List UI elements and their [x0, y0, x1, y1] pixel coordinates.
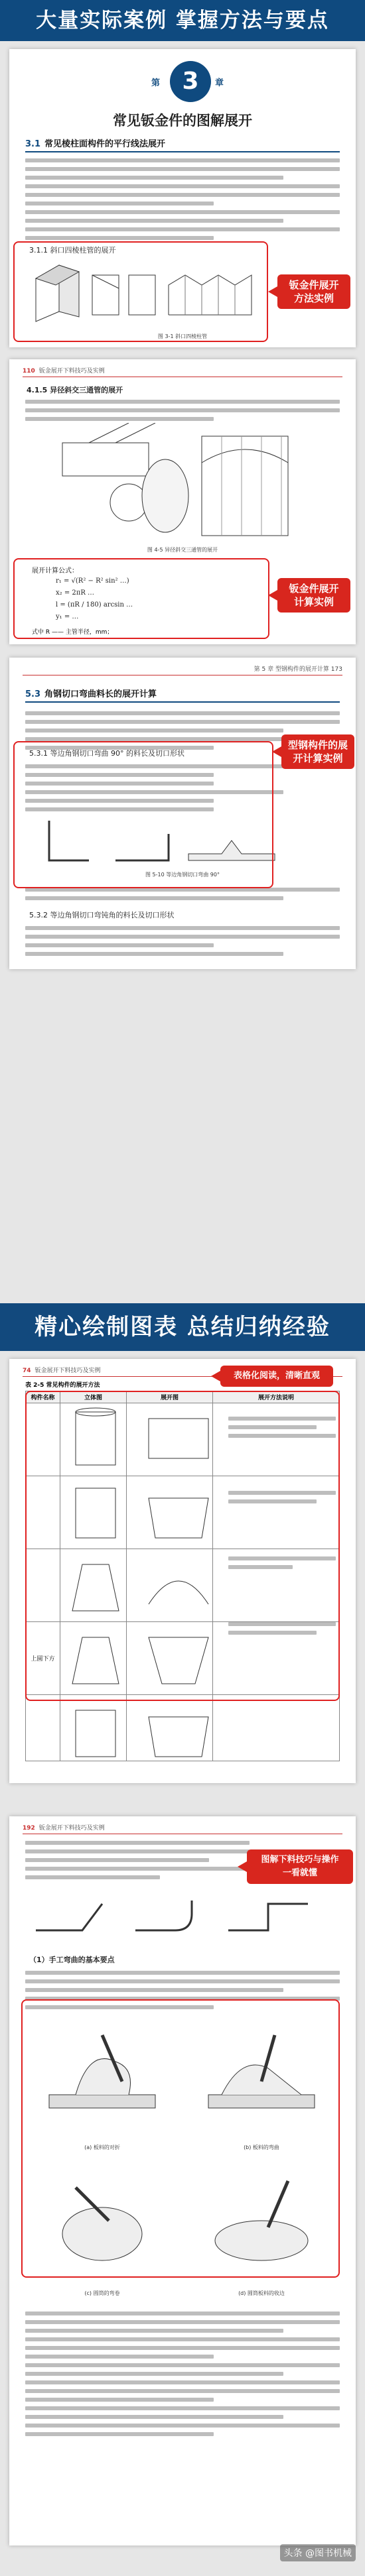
watermark: 头条 @图书机械 [280, 2544, 356, 2561]
subsection-title-2: 5.3.2 等边角钢切口弯钝角的料长及切口形状 [29, 911, 175, 919]
col-header: 立体图 [60, 1391, 127, 1403]
running-title: 钣金展开下料技巧及实例 [38, 1825, 105, 1832]
page-number: 192 [23, 1825, 35, 1832]
page-number: 74 [23, 1368, 31, 1374]
top-banner [0, 0, 365, 41]
page-number: 110 [23, 368, 35, 375]
figure-caption-a: (a) 板料的对折 [84, 2144, 120, 2150]
body-text-3 [25, 2307, 340, 2441]
chapter-number: 3 [170, 61, 211, 102]
section-heading [25, 137, 340, 152]
figure-caption-b: (b) 板料的弯曲 [244, 2144, 279, 2150]
running-header [23, 366, 342, 377]
highlight-box-1 [13, 241, 268, 342]
col-header: 构件名称 [26, 1391, 60, 1403]
mid-banner-title: 精心绘制图表 总结归纳经验 [35, 1314, 330, 1340]
section-number: 5.3 [25, 689, 41, 699]
formula-where: 式中 R —— 主管半径，mm； [32, 629, 113, 636]
figure-caption-d: (d) 圆筒板料的收边 [238, 2290, 285, 2296]
chapter-suffix: 章 [215, 78, 224, 88]
row-label: 上圆下方 [26, 1622, 60, 1695]
running-title: 钣金展开下料技巧及实例 [38, 368, 105, 375]
section-title: 角钢切口弯曲料长的展开计算 [44, 689, 157, 699]
body-text [25, 154, 340, 245]
section-heading [25, 687, 340, 703]
body-text-3 [25, 921, 340, 961]
running-title: 钣金展开下料技巧及实例 [35, 1368, 101, 1374]
subsection-title: 3.1.1 斜口四棱柱管的展开 [29, 246, 116, 255]
top-banner-title: 大量实际案例 掌握方法与要点 [36, 9, 329, 32]
body-text [25, 1836, 250, 1884]
tee-pipe-figure [49, 423, 315, 542]
formula-block: r₁ = √(R² − R² sin² …) x₂ = 2πR … l = (πR / 180) arcsin … y₁ = … [56, 577, 133, 620]
running-header [23, 1823, 342, 1834]
callout-tag-2: 钣金件展开 计算实例 [277, 578, 350, 613]
formula-label: 展开计算公式： [32, 567, 78, 575]
chapter-badge [142, 61, 242, 101]
figure-caption: 图 4-5 异径斜交三通管的展开 [147, 547, 218, 553]
col-header: 展开方法说明 [213, 1391, 340, 1403]
section-title: 常见棱柱面构件的平行线法展开 [44, 139, 166, 149]
mid-banner [0, 1303, 365, 1351]
bending-figures-top [29, 1891, 334, 1944]
subsection-title: 4.1.5 异径斜交三通管的展开 [27, 386, 123, 394]
figure-caption-c: (c) 圆筒的弯卷 [84, 2290, 120, 2296]
callout-tag-4: 表格化阅读，清晰直观 [220, 1366, 333, 1387]
highlight-box-4 [25, 1391, 340, 1701]
chapter-title: 常见钣金件的图解展开 [113, 113, 252, 129]
highlight-box-2 [13, 558, 269, 639]
table-title: 表 2-5 常见构件的展开方法 [25, 1382, 100, 1389]
callout-tag-1: 钣金件展开 方法实例 [277, 274, 350, 309]
callout-tag-5: 图解下料技巧与操作 一看就懂 [247, 1849, 353, 1884]
figure-caption: 图 3-1 斜口四棱柱管 [157, 333, 208, 339]
figure-caption: 图 5-10 等边角钢切口弯曲 90° [145, 872, 220, 878]
subsection-title-1: 5.3.1 等边角钢切口弯曲 90° 的料长及切口形状 [29, 749, 184, 758]
col-header: 展开图 [127, 1391, 213, 1403]
running-header: 第 5 章 型钢构件的展开计算 173 [23, 664, 342, 675]
chapter-prefix: 第 [151, 78, 161, 88]
section-heading: （1）手工弯曲的基本要点 [29, 1956, 115, 1964]
section-number: 3.1 [25, 139, 41, 149]
highlight-box-3 [13, 741, 273, 888]
callout-tag-3: 型钢构件的展 开计算实例 [281, 734, 354, 769]
highlight-box-5 [21, 1999, 340, 2278]
body-text [25, 395, 340, 426]
